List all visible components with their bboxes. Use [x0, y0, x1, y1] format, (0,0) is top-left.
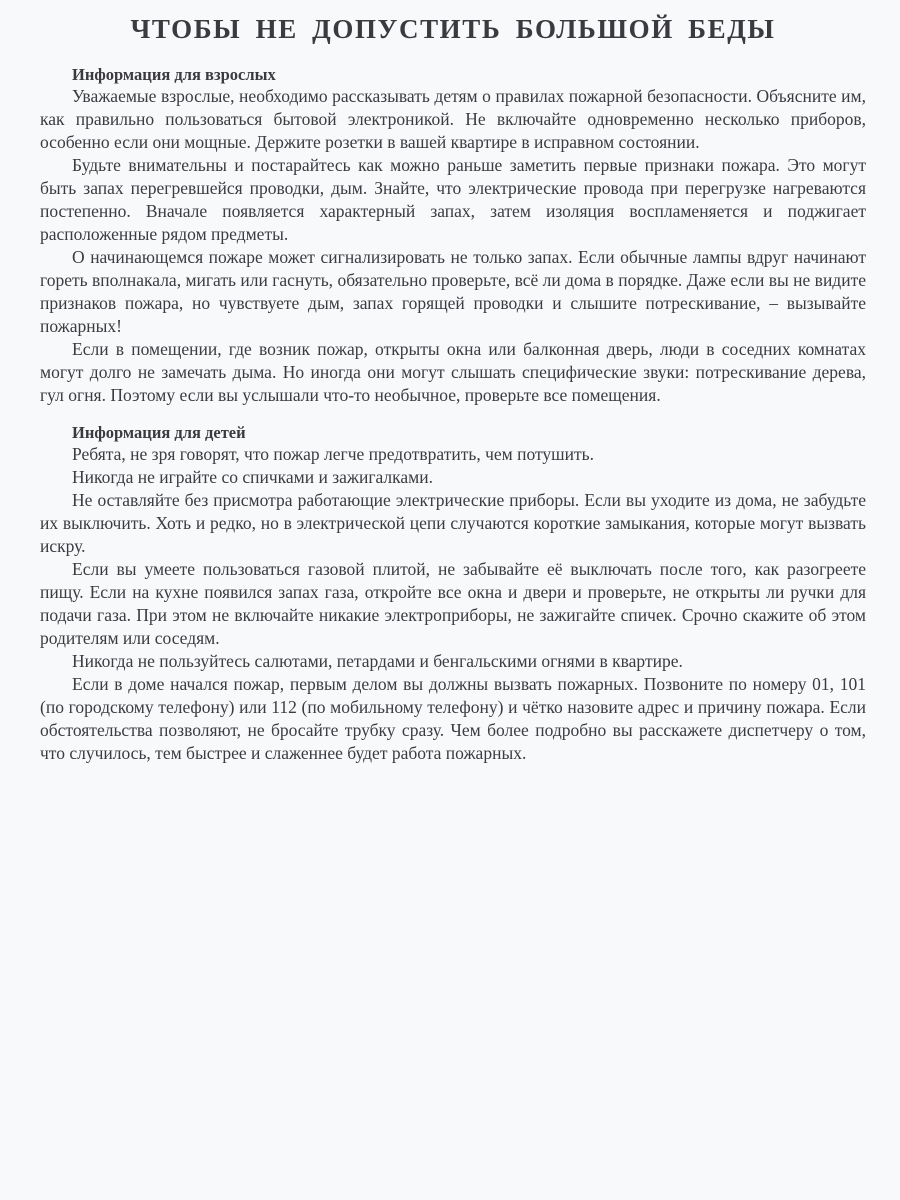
section-children [40, 423, 866, 765]
paragraph: Будьте внимательны и постарайтесь как можно раньше заметить первые признаки пожара. Это могут быть запах перегревшейся проводки, дым. Знайте, что электрические провода при перегрузке нагреваются постепенно. Вначале появляется характерный запах, затем изоляция воспламеняется и поджигает расположенные рядом предметы. [40, 155, 866, 244]
paragraph: Если вы умеете пользоваться газовой плитой, не забывайте её выключать после того, как разогреете пищу. Если на кухне появился запах газа, откройте все окна и двери и проверьте, не открыты ли ручки для подачи газа. При этом не включайте никакие электроприборы, не зажигайте спичек. Срочно скажите об этом родителям или соседям. [40, 559, 866, 648]
paragraph: Если в помещении, где возник пожар, открыты окна или балконная дверь, люди в соседних комнатах могут долго не замечать дыма. Но иногда они могут слышать специфические звуки: потрескивание дерева, гул огня. Поэтому если вы услышали что-то необычное, проверьте все помещения. [40, 339, 866, 405]
section-heading: Информация для взрослых [72, 65, 276, 84]
paragraph: Не оставляйте без присмотра работающие электрические приборы. Если вы уходите из дома, не забудьте их выключить. Хоть и редко, но в электрической цепи случаются короткие замыкания, которые могут вызвать искру. [40, 490, 866, 556]
paragraph: Никогда не пользуйтесь салютами, петардами и бенгальскими огнями в квартире. [72, 651, 683, 671]
section-adults [40, 65, 866, 407]
paragraph: О начинающемся пожаре может сигнализировать не только запах. Если обычные лампы вдруг начинают гореть вполнакала, мигать или гаснуть, обязательно проверьте, всё ли дома в порядке. Даже если вы не видите признаков пожара, но чувствуете дым, запах горящей проводки и слышите потрескивание, – вызывайте пожарных! [40, 247, 866, 336]
page-title: ЧТОБЫ НЕ ДОПУСТИТЬ БОЛЬШОЙ БЕДЫ [130, 14, 776, 44]
paragraph: Если в доме начался пожар, первым делом вы должны вызвать пожарных. Позвоните по номеру 01, 101 (по городскому телефону) или 112 (по мобильному телефону) и чётко назовите адрес и причину пожара. Если обстоятельства позволяют, не бросайте трубку сразу. Чем более подробно вы расскажете диспетчеру о том, что случилось, тем быстрее и слаженнее будет работа пожарных. [40, 674, 866, 763]
paragraph: Уважаемые взрослые, необходимо рассказывать детям о правилах пожарной безопасности. Объясните им, как правильно пользоваться бытовой электроникой. Не включайте одновременно несколько приборов, особенно если они мощные. Держите розетки в вашей квартире в исправном состоянии. [40, 86, 866, 152]
section-heading: Информация для детей [72, 423, 246, 442]
paragraph: Ребята, не зря говорят, что пожар легче предотвратить, чем потушить. [72, 444, 595, 464]
paragraph: Никогда не играйте со спичками и зажигалками. [72, 467, 433, 487]
